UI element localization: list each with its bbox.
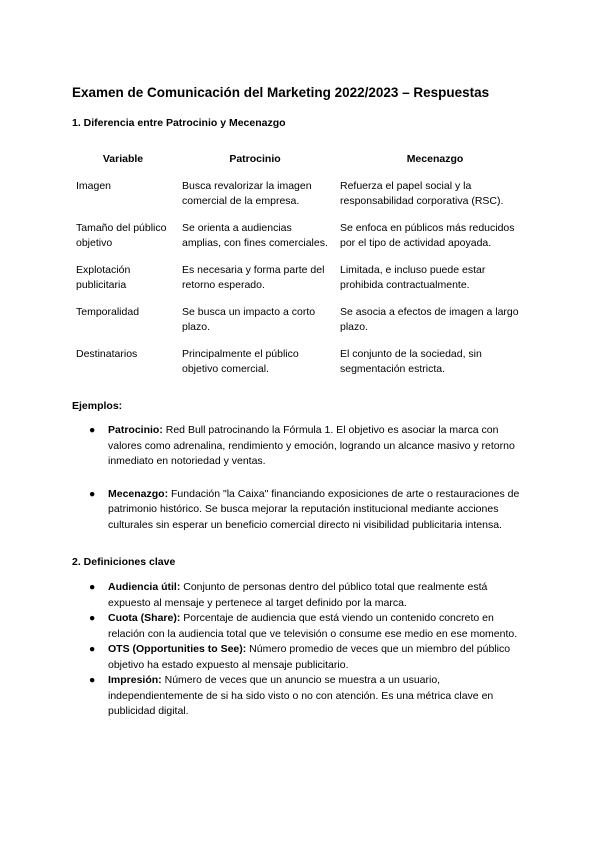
table-cell: El conjunto de la sociedad, sin segmentación estricta.: [340, 347, 482, 375]
definition-term: OTS (Opportunities to See):: [108, 643, 247, 655]
table-cell: Es necesaria y forma parte del retorno esperado.: [182, 263, 325, 291]
definition-term: Impresión:: [108, 674, 162, 686]
section2-heading: 2. Definiciones clave: [72, 556, 176, 568]
page-title: Examen de Comunicación del Marketing 2022/2023 – Respuestas: [72, 85, 490, 100]
table-header-row: [70, 148, 536, 176]
bullet-icon: ●: [89, 581, 96, 593]
table-cell: Destinatarios: [76, 347, 138, 360]
examples-heading: Ejemplos:: [72, 400, 123, 412]
list-item: [72, 580, 522, 611]
list-item: [72, 673, 522, 720]
table-row: [70, 218, 536, 260]
column-header-mecenazgo: Mecenazgo: [406, 153, 464, 165]
bullet-icon: ●: [89, 487, 96, 500]
list-item: [72, 487, 522, 534]
table-row: [70, 260, 536, 302]
table-cell: Busca revalorizar la imagen comercial de la empresa.: [182, 179, 312, 207]
definition-text: Número de veces que un anuncio se muestra a un usuario, independientemente de si ha sido visto o no con atención. Es una métrica clave en publicidad digital.: [108, 674, 494, 717]
bullet-icon: ●: [89, 643, 96, 655]
section1-heading: 1. Diferencia entre Patrocinio y Mecenazgo: [72, 117, 286, 129]
list-item: [72, 611, 522, 642]
definition-text: Porcentaje de audiencia que está viendo un contenido concreto en relación con la audiencia total que ve televisión o consume ese medio en ese momento.: [108, 612, 518, 640]
example-text: Fundación "la Caixa" financiando exposiciones de arte o restauraciones de patrimonio histórico. Se busca mejorar la reputación institucional mediante acciones culturales sin esperar un beneficio comercial directo ni visibilidad publicitaria intensa.: [108, 487, 520, 531]
table-cell: Refuerza el papel social y la responsabilidad corporativa (RSC).: [340, 179, 504, 207]
definitions-list: [72, 580, 522, 720]
example-term: Mecenazgo:: [108, 487, 169, 500]
table-cell: Se orienta a audiencias amplias, con fines comerciales.: [182, 221, 328, 249]
table-row: [70, 302, 536, 344]
table-cell: Temporalidad: [76, 305, 140, 318]
table-cell: Se asocia a efectos de imagen a largo plazo.: [340, 305, 519, 333]
comparison-table: [70, 148, 536, 386]
definition-term: Cuota (Share):: [108, 612, 181, 624]
column-header-variable: Variable: [102, 153, 144, 165]
list-item: [72, 642, 522, 673]
table-cell: Principalmente el público objetivo comercial.: [182, 347, 299, 375]
examples-list: [72, 423, 522, 533]
table-cell: Limitada, e incluso puede estar prohibida contractualmente.: [340, 263, 486, 291]
table-cell: Se enfoca en públicos más reducidos por el tipo de actividad apoyada.: [340, 221, 515, 249]
list-item: [72, 423, 522, 470]
definition-text: Conjunto de personas dentro del público total que realmente está expuesto al mensaje y pertenece al target definido por la marca.: [108, 581, 488, 609]
example-term: Patrocinio:: [108, 424, 163, 436]
definition-term: Audiencia útil:: [108, 581, 181, 593]
bullet-icon: ●: [89, 674, 96, 686]
bullet-icon: ●: [89, 612, 96, 624]
table-row: [70, 344, 536, 386]
definition-text: Número promedio de veces que un miembro del público objetivo ha estado expuesto al mensaje publicitario.: [108, 643, 511, 671]
table-cell: Explotación publicitaria: [76, 263, 131, 291]
example-text: Red Bull patrocinando la Fórmula 1. El objetivo es asociar la marca con valores como adrenalina, rendimiento y emoción, logrando un alcance masivo y retorno inmediato en notoriedad y ventas.: [108, 424, 515, 467]
table-cell: Se busca un impacto a corto plazo.: [182, 305, 316, 333]
table-row: [70, 176, 536, 218]
bullet-icon: ●: [89, 424, 96, 436]
column-header-patrocinio: Patrocinio: [229, 153, 281, 165]
table-cell: Tamaño del público objetivo: [76, 221, 167, 249]
table-cell: Imagen: [76, 179, 112, 192]
